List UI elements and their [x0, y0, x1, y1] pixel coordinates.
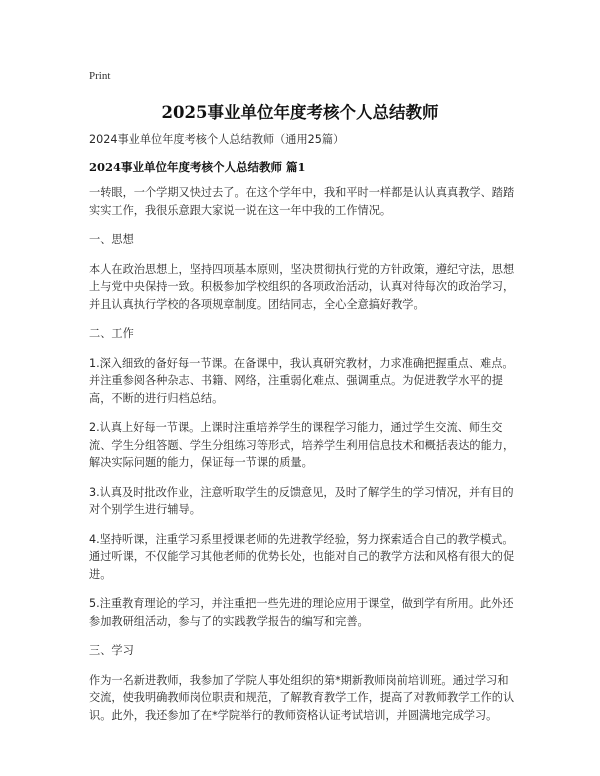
page-title: 2025事业单位年度考核个人总结教师 — [161, 103, 439, 122]
work-item-5: 5.注重教育理论的学习，并注重把一些先进的理论应用于课堂，做到学有所用。此外还参加教研组活动，参与了的实践教学报告的编写和完善。 — [89, 597, 514, 628]
document-subtitle: 2024事业单位年度考核个人总结教师（通用25篇） — [89, 133, 345, 146]
intro-paragraph: 一转眼，一个学期又快过去了。在这个学年中，我和平时一样都是认认真真教学、踏踏实实工作，我很乐意跟大家说一说在这一年中我的工作情况。 — [89, 186, 515, 217]
print-label: Print — [89, 70, 111, 82]
work-item-4: 4.坚持听课，注重学习系里授课老师的先进教学经验，努力探索适合自己的教学模式。通过听课，不仅能学习其他老师的优势长处，也能对自己的教学方法和风格有很大的促进。 — [89, 532, 515, 581]
heading-work: 二、工作 — [89, 327, 134, 340]
work-item-2: 2.认真上好每一节课。上课时注重培养学生的课程学习能力，通过学生交流、师生交流、学生分组答题、学生分组练习等形式，培养学生利用信息技术和概括表达的能力，解决实际问题的能力，保证每一节课的质量。 — [89, 421, 515, 469]
work-item-3: 3.认真及时批改作业，注意听取学生的反馈意见，及时了解学生的学习情况，并有目的对个别学生进行辅导。 — [89, 485, 514, 516]
section-title: 2024事业单位年度考核个人总结教师 篇1 — [89, 160, 306, 174]
study-paragraph: 作为一名新进教师，我参加了学院人事处组织的第*期新教师岗前培训班。通过学习和交流，使我明确教师岗位职责和规范，了解教育教学工作，提高了对教师教学工作的认识。此外，我还参加了在*学院举行的教师资格认证考试培训，并圆满地完成学习。 — [89, 673, 515, 722]
work-item-1: 1.深入细致的备好每一节课。在备课中，我认真研究教材，力求准确把握重点、难点。并注重参阅各种杂志、书籍、网络，注重弱化难点、强调重点。为促进教学水平的提高，不断的进行归档总结。 — [89, 356, 514, 405]
heading-study: 三、学习 — [89, 644, 134, 657]
thought-paragraph: 本人在政治思想上，坚持四项基本原则，坚决贯彻执行党的方针政策，遵纪守法，思想上与党中央保持一致。积极参加学校组织的各项政治活动，认真对待每次的政治学习，并且认真执行学校的各项规章制度。团结同志，全心全意搞好教学。 — [89, 262, 515, 311]
document-body — [89, 184, 515, 736]
heading-thought: 一、思想 — [89, 233, 134, 246]
